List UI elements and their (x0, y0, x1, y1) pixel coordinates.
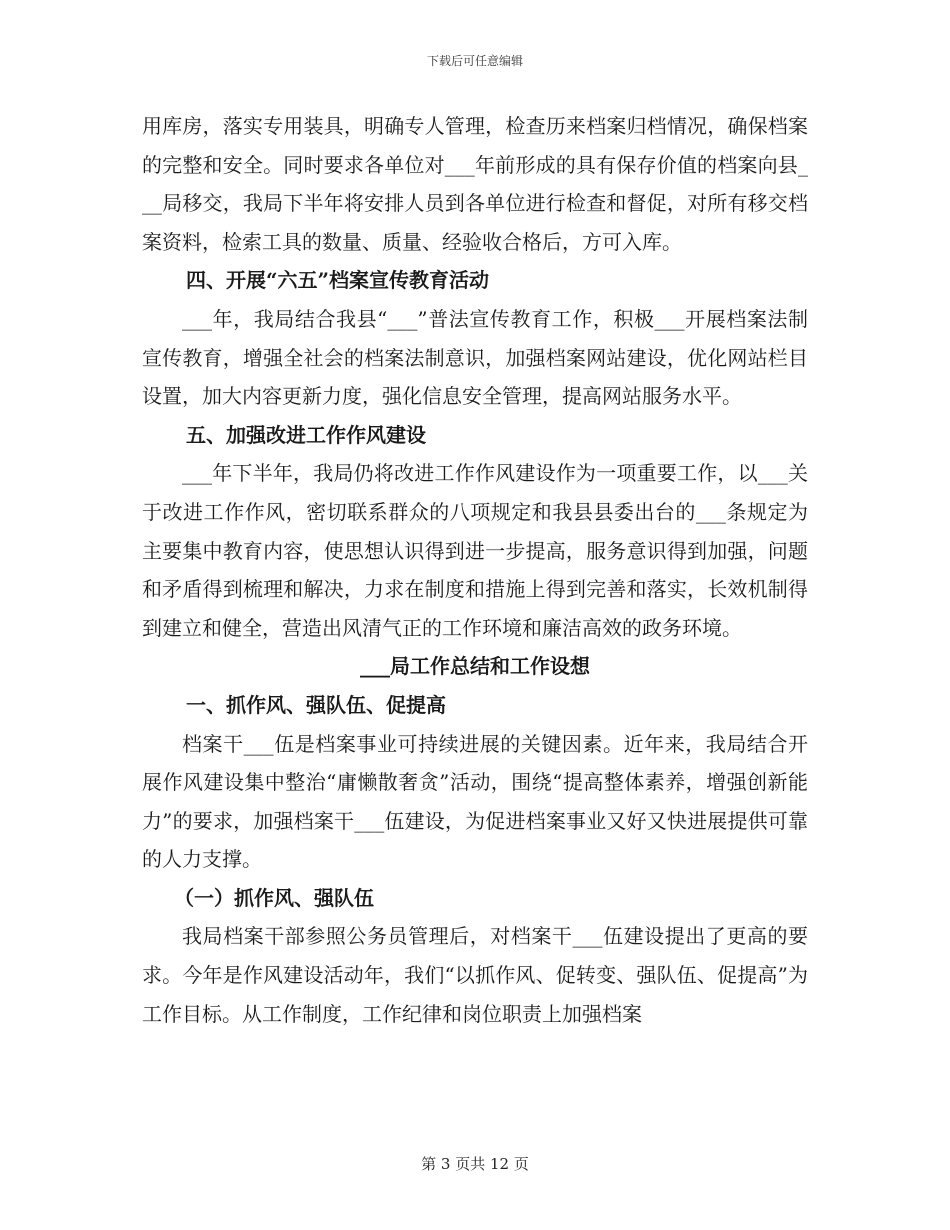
paragraph-subsection-1: 我局档案干部参照公务员管理后，对档案干___伍建设提出了更高的要求。今年是作风建设活动年，我们“以抓作风、促转变、强队伍、促提高”为工作目标。从工作制度，工作纪律和岗位职责上加强档案 (142, 924, 808, 1026)
section-heading-4: 四、开展“六五”档案宣传教育活动 (186, 268, 490, 293)
subsection-heading-1: （一）抓作风、强队伍 (174, 885, 374, 910)
page-header-note: 下载后可任意编辑 (426, 54, 523, 68)
page-number: 第 3 页共 12 页 (421, 1155, 529, 1173)
section-heading-1: 一、抓作风、强队伍、促提高 (186, 692, 446, 717)
paragraph-continued: 用库房，落实专用装具，明确专人管理，检查历来档案归档情况，确保档案的完整和安全。同时要求各单位对___年前形成的具有保存价值的档案向县___局移交，我局下半年将安排人员到各单位进行检查和督促，对所有移交档案资料，检索工具的数量、质量、经验收合格后，方可入库。 (142, 114, 808, 254)
document-title: ___局工作总结和工作设想 (360, 654, 590, 679)
section-heading-5: 五、加强改进工作作风建设 (186, 422, 426, 447)
paragraph-section-1: 档案干___伍是档案事业可持续进展的关键因素。近年来，我局结合开展作风建设集中整治“庸懒散奢贪”活动，围绕“提高整体素养，增强创新能力”的要求，加强档案干___伍建设，为促进档案事业又好又快进展提供可靠的人力支撑。 (142, 731, 808, 872)
paragraph-section-4: ___年，我局结合我县“___”普法宣传教育工作，积极___开展档案法制宣传教育，增强全社会的档案法制意识，加强档案网站建设，优化网站栏目设置，加大内容更新力度，强化信息安全管理，提高网站服务水平。 (142, 306, 808, 409)
paragraph-section-5: ___年下半年，我局仍将改进工作作风建设作为一项重要工作，以___关于改进工作作风，密切联系群众的八项规定和我县县委出台的___条规定为主要集中教育内容，使思想认识得到进一步提高，服务意识得到加强，问题和矛盾得到梳理和解决，力求在制度和措施上得到完善和落实，长效机制得到建立和健全，营造出风清气正的工作环境和廉洁高效的政务环境。 (142, 461, 808, 640)
document-body (142, 107, 808, 1033)
